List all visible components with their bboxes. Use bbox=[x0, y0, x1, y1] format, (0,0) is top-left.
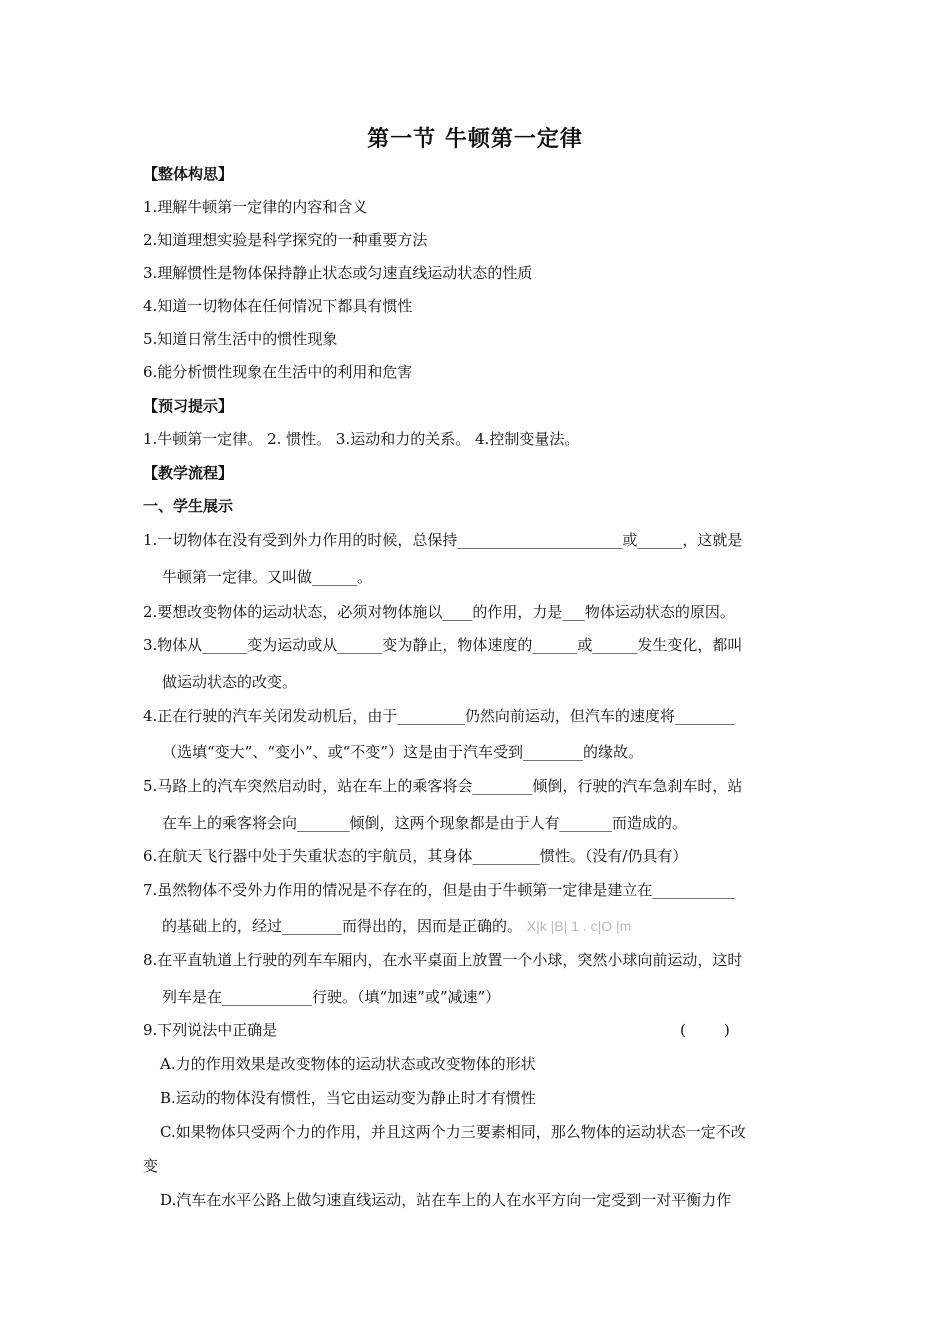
overview-header: 【整体构思】 bbox=[143, 165, 234, 183]
question-3-line-1: 3.物体从______变为运动或从______变为静止，物体速度的______或______发生变化，都叫 bbox=[143, 636, 743, 654]
question-8-line-2: 列车是在____________行驶。（填“加速”或”减速”） bbox=[162, 988, 501, 1006]
question-4-line-1: 4.正在行驶的汽车关闭发动机后，由于_________仍然向前运动，但汽车的速度将________ bbox=[143, 707, 735, 725]
question-5-line-1: 5.马路上的汽车突然启动时，站在车上的乘客将会________倾倒，行驶的汽车急刹车时，站 bbox=[143, 777, 743, 795]
question-3-line-2: 做运动状态的改变。 bbox=[162, 673, 298, 691]
question-4-line-2: （选填“变大”、“变小”、或“不变”）这是由于汽车受到________的缘故。 bbox=[162, 743, 644, 761]
preview-text: 1.牛顿第一定律。 2. 惯性。 3.运动和力的关系。 4.控制变量法。 bbox=[143, 430, 580, 448]
answer-parentheses: ( ) bbox=[680, 1021, 730, 1039]
display-header: 一、学生展示 bbox=[143, 497, 234, 515]
question-9: 9.下列说法中正确是 bbox=[143, 1021, 278, 1039]
process-header: 【教学流程】 bbox=[143, 464, 234, 482]
question-5-line-2: 在车上的乘客将会向_______倾倒，这两个现象都是由于人有_______而造成的。 bbox=[162, 814, 688, 832]
question-1-line-1: 1.一切物体在没有受到外力作用的时候，总保持______________________或______，这就是 bbox=[143, 531, 743, 549]
option-c-line-2: 变 bbox=[143, 1157, 159, 1175]
objective-5: 5.知道日常生活中的惯性现象 bbox=[143, 330, 338, 348]
option-b: B.运动的物体没有惯性，当它由运动变为静止时才有惯性 bbox=[160, 1089, 536, 1107]
question-7-line-2 bbox=[162, 916, 631, 936]
question-8-line-1: 8.在平直轨道上行驶的列车车厢内，在水平桌面上放置一个小球，突然小球向前运动，这时 bbox=[143, 951, 743, 969]
question-7-line-1: 7.虽然物体不受外力作用的情况是不存在的，但是由于牛顿第一定律是建立在___________ bbox=[143, 881, 735, 899]
option-c-line-1: C.如果物体只受两个力的作用，并且这两个力三要素相同，那么物体的运动状态一定不改 bbox=[160, 1123, 746, 1141]
option-a: A.力的作用效果是改变物体的运动状态或改变物体的形状 bbox=[160, 1055, 536, 1073]
objective-2: 2.知道理想实验是科学探究的一种重要方法 bbox=[143, 231, 428, 249]
question-7-text: 的基础上的，经过________而得出的，因而是正确的。 bbox=[162, 917, 523, 935]
question-1-line-2: 牛顿第一定律。又叫做______。 bbox=[162, 568, 373, 586]
page-title: 第一节 牛顿第一定律 bbox=[367, 126, 583, 152]
objective-6: 6.能分析惯性现象在生活中的利用和危害 bbox=[143, 363, 413, 381]
question-2: 2.要想改变物体的运动状态，必须对物体施以____的作用，力是___物体运动状态的原因。 bbox=[143, 603, 735, 621]
objective-1: 1.理解牛顿第一定律的内容和含义 bbox=[143, 198, 368, 216]
preview-header: 【预习提示】 bbox=[143, 397, 234, 415]
objective-4: 4.知道一切物体在任何情况下都具有惯性 bbox=[143, 297, 413, 315]
watermark: X|k |B| 1 . c|O |m bbox=[526, 918, 632, 934]
objective-3: 3.理解惯性是物体保持静止状态或匀速直线运动状态的性质 bbox=[143, 264, 533, 282]
question-6: 6.在航天飞行器中处于失重状态的宇航员，其身体_________惯性。（没有/仍具有） bbox=[143, 847, 688, 865]
option-d: D.汽车在水平公路上做匀速直线运动，站在车上的人在水平方向一定受到一对平衡力作 bbox=[160, 1191, 732, 1209]
